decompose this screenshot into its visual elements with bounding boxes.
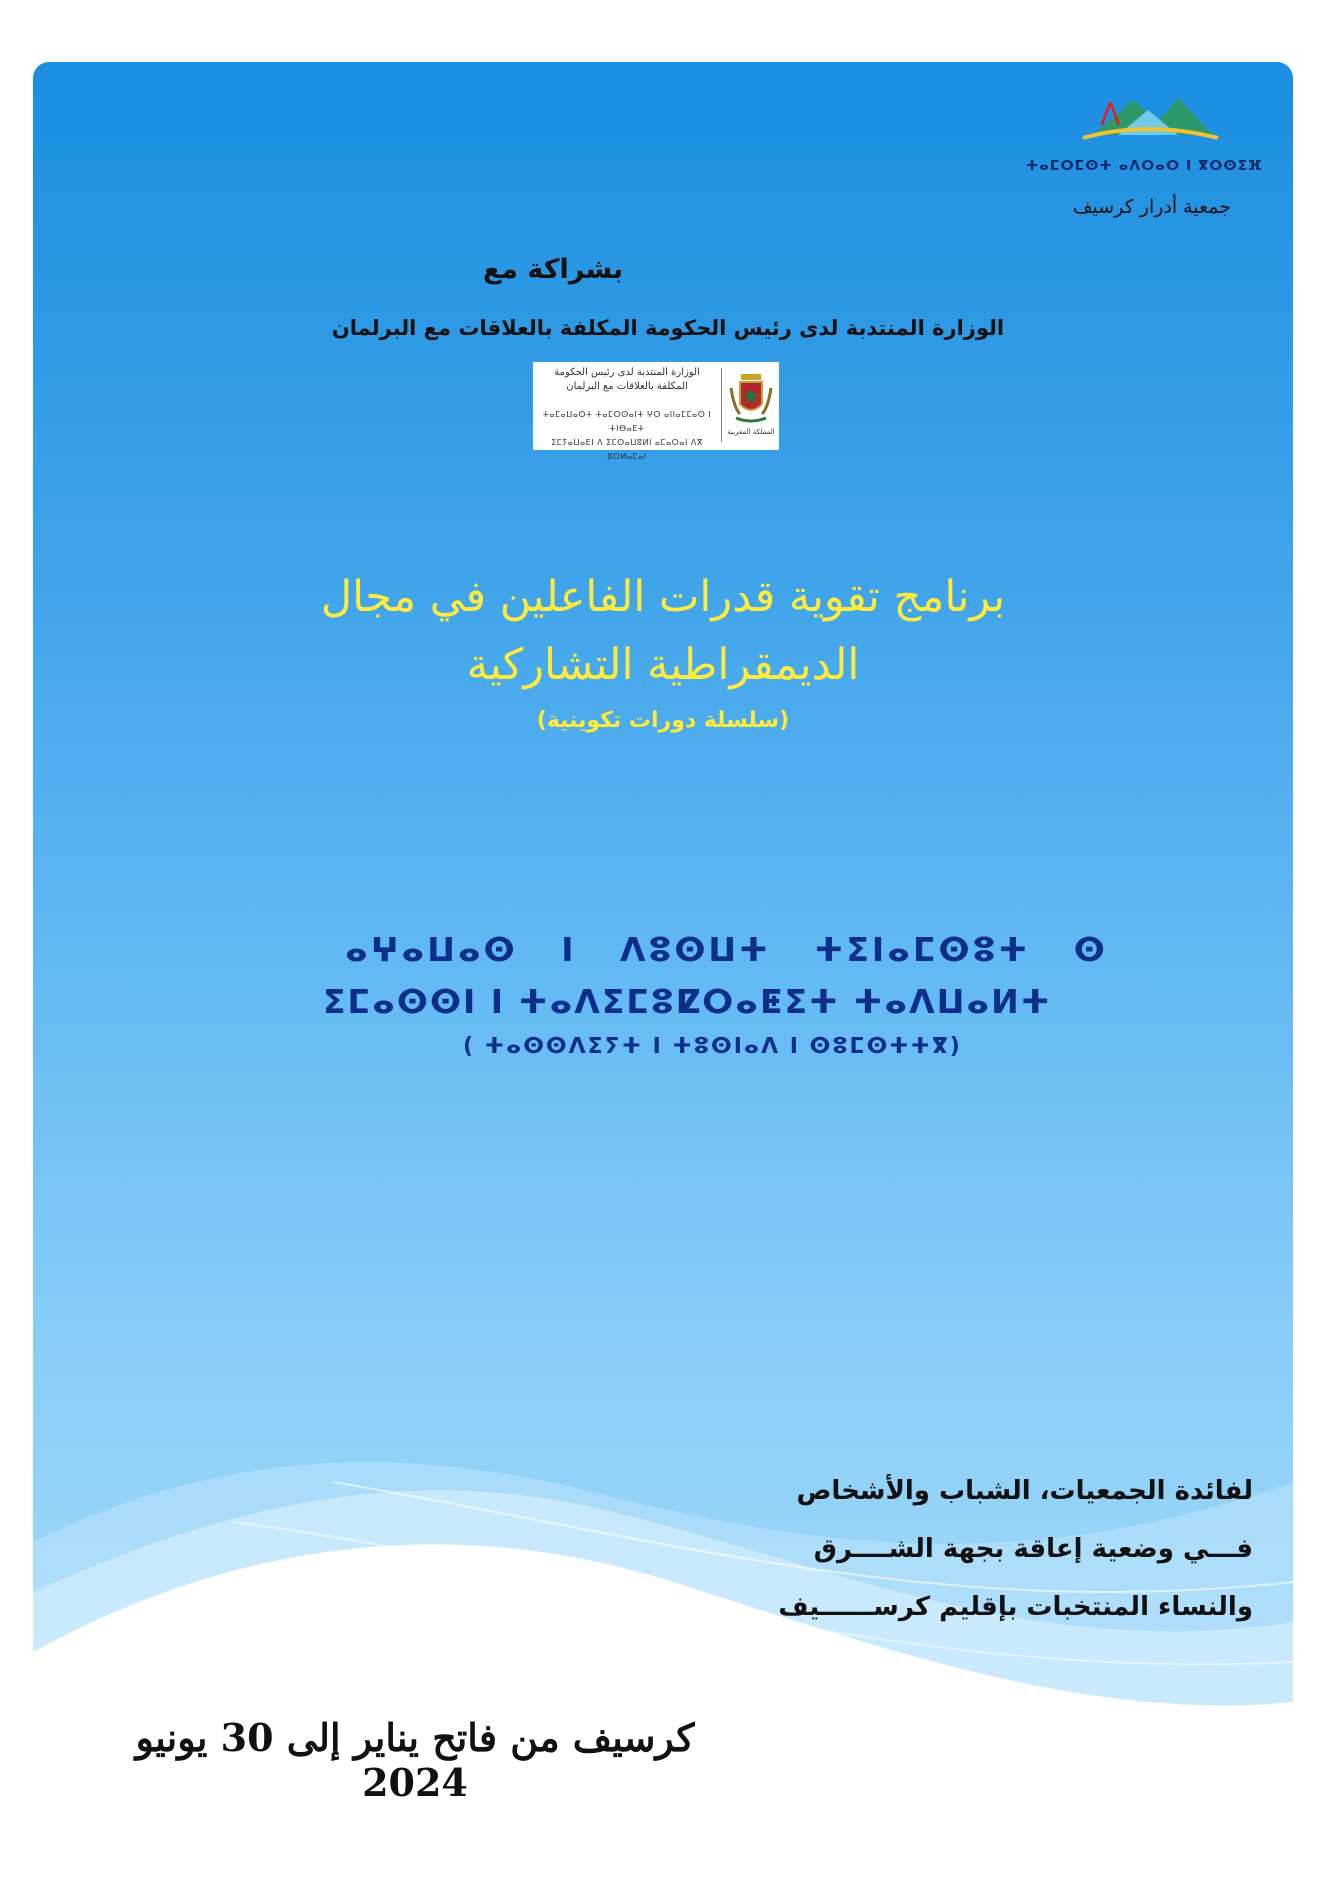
crest-label: المملكة المغربية [727, 428, 775, 436]
association-name-arabic: جمعية أدرار كرسيف [1072, 196, 1231, 218]
ministry-logo-line-1: الوزارة المنتدبة لدى رئيس الحكومة [554, 367, 700, 378]
svg-text:Λ: Λ [1100, 98, 1121, 133]
program-subtitle-tifinagh: ( ⵜⴰⵙⵙⴷⵉⵢⵜ ⵏ ⵜⵓⵙⵏⴰⴷ ⵏ ⵙⵓⵎⵙⵜⵜⴳ) [463, 1034, 962, 1059]
cover-panel [33, 62, 1293, 1722]
ministry-logo-line-2: المكلفة بالعلاقات مع البرلمان [566, 381, 688, 392]
program-title-tifinagh-2: ⵉⵎⴰⵙⵙⵏ ⵏ ⵜⴰⴷⵉⵎⵓⵇⵔⴰⵟⵉⵜ ⵜⴰⴷⵡⴰⵍⵜ [323, 982, 1052, 1021]
program-title-line-2: الديمقراطية التشاركية [466, 640, 860, 690]
program-subtitle: (سلسلة دورات تكوينية) [536, 708, 790, 733]
wave-decoration [33, 62, 1293, 1722]
ministry-logo-tifinagh-2: ⵉⵎⵢⴰⵡⴰⴹⵏ ⴷ ⵉⵎⵙⴰⵡⵓⵍⵏ ⴰⵎⴰⵔⴰⵏ ⴷⴳ ⵓⵔⵍⴰⵎⴰⵏ [551, 438, 703, 461]
date-place-line: كرسيف من فاتح يناير إلى 30 يونيو 2024 [135, 1715, 695, 1805]
program-title-line-1: برنامج تقوية قدرات الفاعلين في مجال [320, 572, 1006, 622]
ministry-logo-tifinagh [537, 408, 717, 464]
beneficiaries-line-3: والنساء المنتخبات بإقليم كرســــــيف [778, 1592, 1253, 1622]
ministry-logo [533, 362, 779, 461]
association-name-tifinagh: ⵜⴰⵎⵔⵎⵙⵜ ⴰⴷⵔⴰⵔ ⵏ ⴳⵔⵙⵉⴼ [1025, 158, 1263, 174]
ministry-logo-tifinagh-1: ⵜⴰⵎⴰⵡⴰⵙⵜ ⵜⴰⵎⵔⵙⴰⵏⵜ ⵖⵔ ⴰⵏⵏⴰⵎⵎⴰⵙ ⵏ ⵜⵏⴱⴰⴹⵜ [542, 410, 712, 433]
association-logo [1078, 80, 1223, 160]
ministry-logo-text [537, 366, 717, 394]
beneficiaries-line-2: فـــي وضعية إعاقة بجهة الشــــرق [813, 1534, 1253, 1564]
beneficiaries-line-1: لفائدة الجمعيات، الشباب والأشخاص [796, 1476, 1253, 1506]
ministry-name: الوزارة المنتدبة لدى رئيس الحكومة المكلفة بالعلاقات مع البرلمان [331, 316, 1005, 340]
program-title-tifinagh-1: ⴰⵖⴰⵡⴰⵙ ⵏ ⴷⵓⵙⵡⵜ ⵜⵉⵏⴰⵎⵙⵓⵜ ⵙ [345, 930, 1108, 969]
partnership-label: بشراكة مع [482, 254, 624, 285]
ministry-logo-divider [721, 368, 722, 442]
moroccan-crest-icon [728, 368, 774, 428]
